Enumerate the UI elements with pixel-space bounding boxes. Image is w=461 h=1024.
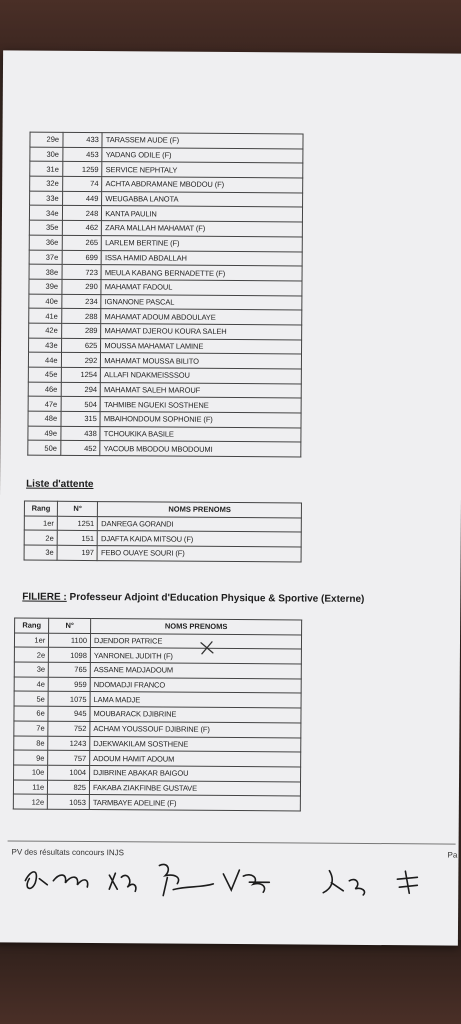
cell-rank: 2e xyxy=(14,647,48,662)
cell-num: 723 xyxy=(62,265,102,280)
cell-num: 453 xyxy=(62,147,102,162)
cell-num: 265 xyxy=(62,235,102,250)
header-number: N° xyxy=(57,501,97,516)
cell-rank: 1er xyxy=(24,516,57,531)
cell-num: 234 xyxy=(61,294,101,309)
cell-rank: 34e xyxy=(29,206,62,221)
header-names: NOMS PRENOMS xyxy=(98,502,302,518)
cell-rank: 32e xyxy=(30,176,63,191)
cell-name: NDOMADJI FRANCO xyxy=(90,677,301,693)
cell-name: DJENDOR PATRICE xyxy=(90,633,301,649)
cell-rank: 48e xyxy=(28,411,61,426)
document-page xyxy=(0,50,461,945)
signature-2 xyxy=(53,875,87,887)
cell-name: TARMBAYE ADELINE (F) xyxy=(89,795,300,811)
cell-num: 449 xyxy=(62,191,102,206)
cell-name: MAHAMAT MOUSSA BILITO xyxy=(101,353,302,369)
cell-rank: 41e xyxy=(29,308,62,323)
cell-rank: 6e xyxy=(14,706,48,721)
signature-5 xyxy=(223,870,269,892)
cell-rank: 5e xyxy=(14,691,48,706)
filiere-title: Professeur Adjoint d'Education Physique & Sportive (Externe) xyxy=(69,591,365,605)
cell-num: 74 xyxy=(62,176,102,191)
cell-rank: 1er xyxy=(14,633,48,648)
cell-rank: 35e xyxy=(29,220,62,235)
filiere-heading xyxy=(22,592,364,605)
cell-name: MAHAMAT ADOUM ABDOULAYE xyxy=(101,309,302,325)
cell-name: ALLAFI NDAKMEISSSOU xyxy=(101,368,302,384)
cell-num: 825 xyxy=(48,780,90,795)
cell-name: FAKABA ZIAKFINBE GUSTAVE xyxy=(89,780,300,796)
cell-rank: 40e xyxy=(29,294,62,309)
cell-name: FEBO OUAYE SOURI (F) xyxy=(97,546,301,562)
filiere-table-body xyxy=(13,633,301,811)
filiere-table xyxy=(13,617,302,811)
signatures-area xyxy=(17,851,437,904)
cell-name: WEUGABBA LANOTA xyxy=(102,191,303,207)
cell-num: 290 xyxy=(62,279,102,294)
signature-1 xyxy=(25,872,47,889)
header-number: N° xyxy=(49,618,91,633)
header-names: NOMS PRENOMS xyxy=(91,619,302,635)
cell-name: YADANG ODILE (F) xyxy=(102,147,303,163)
cell-name: TARASSEM AUDE (F) xyxy=(102,133,303,149)
cell-rank: 10e xyxy=(14,765,48,780)
cell-name: DJEKWAKILAM SOSTHENE xyxy=(90,736,301,752)
cell-rank: 38e xyxy=(29,264,62,279)
cell-num: 315 xyxy=(61,411,101,426)
cell-rank: 3e xyxy=(14,662,48,677)
cell-name: MBAIHONDOUM SOPHONIE (F) xyxy=(100,412,301,428)
cell-name: MAHAMAT FADOUL xyxy=(101,279,302,295)
cell-rank: 36e xyxy=(29,235,62,250)
main-ranking-table-body xyxy=(28,132,303,457)
header-rank: Rang xyxy=(24,501,57,516)
cell-num: 289 xyxy=(61,323,101,338)
cell-num: 433 xyxy=(63,132,103,147)
cell-name: MEULA KABANG BERNADETTE (F) xyxy=(101,265,302,281)
cell-rank: 33e xyxy=(30,191,63,206)
cell-num: 151 xyxy=(57,531,97,546)
cell-name: YANRONEL JUDITH (F) xyxy=(90,648,301,664)
cell-rank: 44e xyxy=(28,352,61,367)
cell-name: SERVICE NEPHTALY xyxy=(102,162,303,178)
cell-rank: 39e xyxy=(29,279,62,294)
cell-name: YACOUB MBODOU MBODOUMI xyxy=(100,441,301,457)
cell-name: LAMA MADJE xyxy=(90,692,301,708)
cell-rank: 49e xyxy=(28,426,61,441)
cell-num: 757 xyxy=(48,750,90,765)
cell-name: ACHAM YOUSSOUF DJIBRINE (F) xyxy=(90,721,301,737)
cell-rank: 43e xyxy=(29,338,62,353)
cell-name: MOUSSA MAHAMAT LAMINE xyxy=(101,338,302,354)
signature-7 xyxy=(397,871,417,893)
table-row xyxy=(13,794,300,811)
cell-name: MOUBARACK DJIBRINE xyxy=(90,707,301,723)
waiting-list-heading xyxy=(26,479,93,490)
waiting-list-title: Liste d'attente xyxy=(26,478,94,491)
cell-num: 248 xyxy=(62,206,102,221)
cell-rank: 8e xyxy=(14,735,48,750)
cell-name: DJAFTA KAIDA MITSOU (F) xyxy=(98,531,302,547)
cell-name: MAHAMAT DJEROU KOURA SALEH xyxy=(101,324,302,340)
cell-num: 197 xyxy=(57,545,97,560)
cell-num: 294 xyxy=(61,382,101,397)
waiting-list-table xyxy=(24,501,302,563)
handwritten-x-mark-icon xyxy=(199,641,215,655)
cell-rank: 31e xyxy=(30,161,63,176)
cell-num: 462 xyxy=(62,220,102,235)
cell-rank: 12e xyxy=(13,794,47,809)
cell-num: 1259 xyxy=(62,162,102,177)
cell-rank: 42e xyxy=(29,323,62,338)
cell-num: 1075 xyxy=(48,692,90,707)
cell-name: IGNANONE PASCAL xyxy=(101,294,302,310)
cell-name: TCHOUKIKA BASILE xyxy=(100,426,301,442)
waiting-list-table-body xyxy=(24,516,301,562)
cell-num: 438 xyxy=(60,426,100,441)
cell-rank: 29e xyxy=(30,132,63,147)
cell-name: DJIBRINE ABAKAR BAIGOU xyxy=(90,765,301,781)
cell-num: 1004 xyxy=(48,765,90,780)
cell-num: 1053 xyxy=(48,794,90,809)
desk-background-bottom xyxy=(0,940,461,1024)
cell-rank: 47e xyxy=(28,396,61,411)
table-row xyxy=(28,441,301,458)
cell-name: ISSA HAMID ABDALLAH xyxy=(101,250,302,266)
cell-name: DANREGA GORANDI xyxy=(98,516,302,532)
cell-num: 288 xyxy=(61,309,101,324)
cell-rank: 45e xyxy=(28,367,61,382)
cell-num: 504 xyxy=(61,397,101,412)
cell-rank: 11e xyxy=(13,780,47,795)
cell-rank: 9e xyxy=(14,750,48,765)
cell-rank: 7e xyxy=(14,721,48,736)
main-ranking-table xyxy=(27,132,303,458)
footer-divider xyxy=(8,840,456,844)
cell-num: 292 xyxy=(61,353,101,368)
footer-page-mark: Pa xyxy=(447,850,458,860)
cell-rank: 50e xyxy=(28,441,61,456)
header-rank: Rang xyxy=(15,618,49,633)
cell-name: TAHMIBE NGUEKI SOSTHENE xyxy=(100,397,301,413)
cell-num: 752 xyxy=(48,721,90,736)
cell-rank: 2e xyxy=(24,530,57,545)
cell-num: 1243 xyxy=(48,736,90,751)
cell-name: ACHTA ABDRAMANE MBODOU (F) xyxy=(102,177,303,193)
cell-name: LARLEM BERTINE (F) xyxy=(102,235,303,251)
cell-rank: 37e xyxy=(29,250,62,265)
cell-name: KANTA PAULIN xyxy=(102,206,303,222)
cell-num: 945 xyxy=(48,706,90,721)
cell-name: ADOUM HAMIT ADOUM xyxy=(90,751,301,767)
footer-label: PV des résultats concours INJS xyxy=(11,847,125,858)
cell-name: ASSANE MADJADOUM xyxy=(90,663,301,679)
cell-num: 625 xyxy=(61,338,101,353)
cell-num: 1098 xyxy=(49,648,91,663)
signature-4 xyxy=(159,864,213,895)
cell-num: 765 xyxy=(49,662,91,677)
cell-num: 699 xyxy=(62,250,102,265)
cell-num: 1254 xyxy=(61,367,101,382)
cell-num: 1100 xyxy=(49,633,91,648)
signature-6 xyxy=(323,871,364,895)
signature-3 xyxy=(109,873,136,891)
cell-num: 1251 xyxy=(57,516,97,531)
cell-num: 959 xyxy=(48,677,90,692)
cell-rank: 30e xyxy=(30,147,63,162)
cell-num: 452 xyxy=(60,441,100,456)
table-row xyxy=(24,545,301,562)
cell-rank: 46e xyxy=(28,382,61,397)
cell-name: MAHAMAT SALEH MAROUF xyxy=(101,382,302,398)
cell-rank: 4e xyxy=(14,677,48,692)
filiere-label: FILIERE : xyxy=(22,591,67,603)
cell-rank: 3e xyxy=(24,545,57,560)
cell-name: ZARA MALLAH MAHAMAT (F) xyxy=(102,221,303,237)
